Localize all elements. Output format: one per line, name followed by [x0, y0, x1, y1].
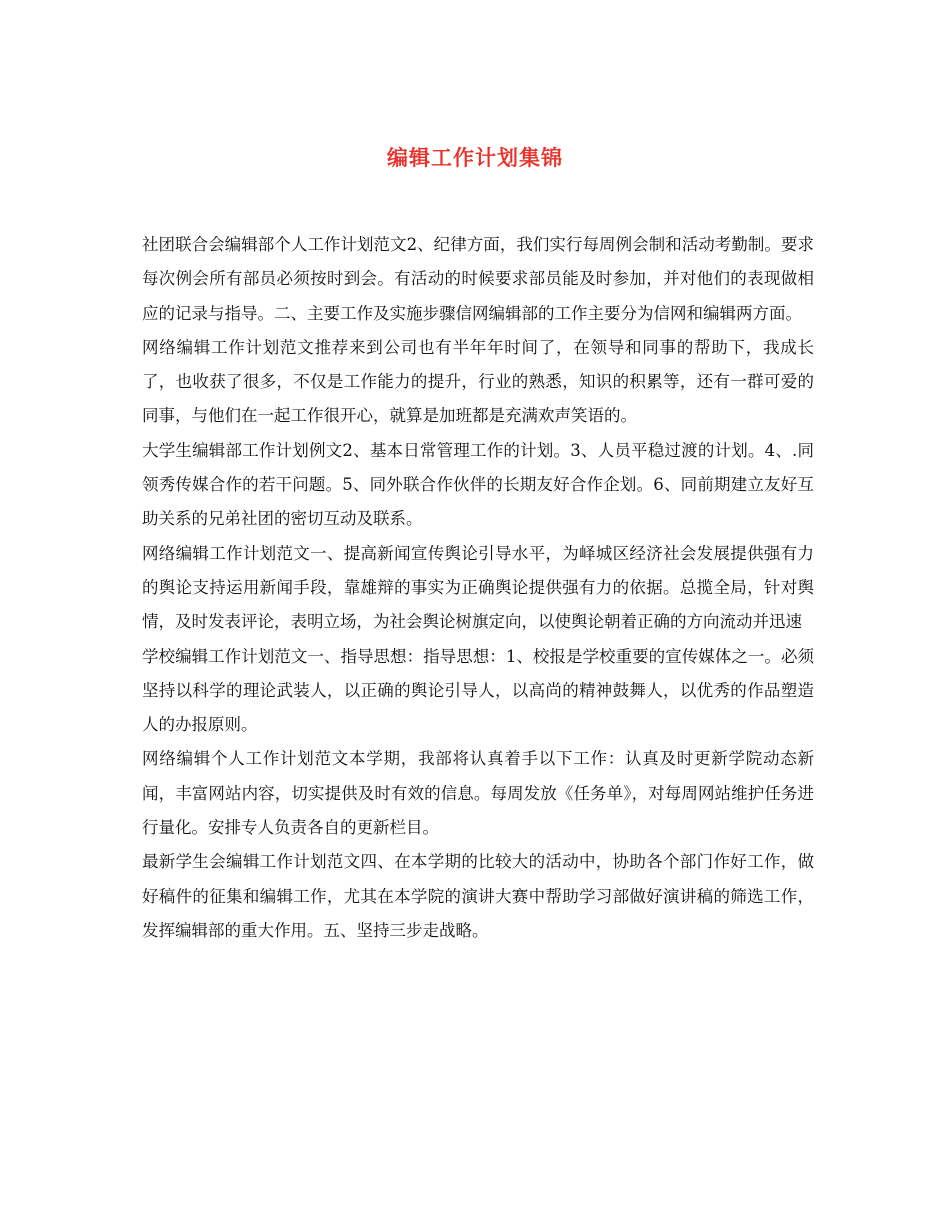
paragraph: 网络编辑工作计划范文推荐来到公司也有半年年时间了，在领导和同事的帮助下，我成长了，也收获了很多，不仅是工作能力的提升，行业的熟悉，知识的积累等，还有一群可爱的同事，与他们在一起工作很开心，就算是加班都是充满欢声笑语的。	[142, 337, 814, 426]
paragraph: 最新学生会编辑工作计划范文四、在本学期的比较大的活动中，协助各个部门作好工作，做好稿件的征集和编辑工作，尤其在本学院的演讲大赛中帮助学习部做好演讲稿的筛选工作，发挥编辑部的重大作用。五、坚持三步走战略。	[142, 852, 814, 940]
paragraph: 大学生编辑部工作计划例文2、基本日常管理工作的计划。3、人员平稳过渡的计划。4、.同领秀传媒合作的若干问题。5、同外联合作伙伴的长期友好合作企划。6、同前期建立友好互助关系的兄弟社团的密切互动及联系。	[142, 440, 814, 529]
paragraph: 学校编辑工作计划范文一、指导思想：指导思想：1、校报是学校重要的宣传媒体之一。必须坚持以科学的理论武装人，以正确的舆论引导人，以高尚的精神鼓舞人，以优秀的作品塑造人的办报原则。	[142, 646, 814, 735]
paragraph: 网络编辑个人工作计划范文本学期，我部将认真着手以下工作：认真及时更新学院动态新闻，丰富网站内容，切实提供及时有效的信息。每周发放《任务单》，对每周网站维护任务进行量化。安排专人负责各自的更新栏目。	[142, 749, 814, 838]
paragraph: 社团联合会编辑部个人工作计划范文2、纪律方面，我们实行每周例会制和活动考勤制。要求每次例会所有部员必须按时到会。有活动的时候要求部员能及时参加，并对他们的表现做相应的记录与指导。二、主要工作及实施步骤信网编辑部的工作主要分为信网和编辑两方面。	[142, 235, 814, 323]
document-title: 编辑工作计划集锦	[387, 145, 563, 170]
paragraph: 网络编辑工作计划范文一、提高新闻宣传舆论引导水平，为峄城区经济社会发展提供强有力的舆论支持运用新闻手段，靠雄辩的事实为正确舆论提供强有力的依据。总揽全局，针对舆情，及时发表评论，表明立场，为社会舆论树旗定向，以使舆论朝着正确的方向流动并迅速	[142, 543, 814, 632]
document-body	[142, 228, 814, 948]
